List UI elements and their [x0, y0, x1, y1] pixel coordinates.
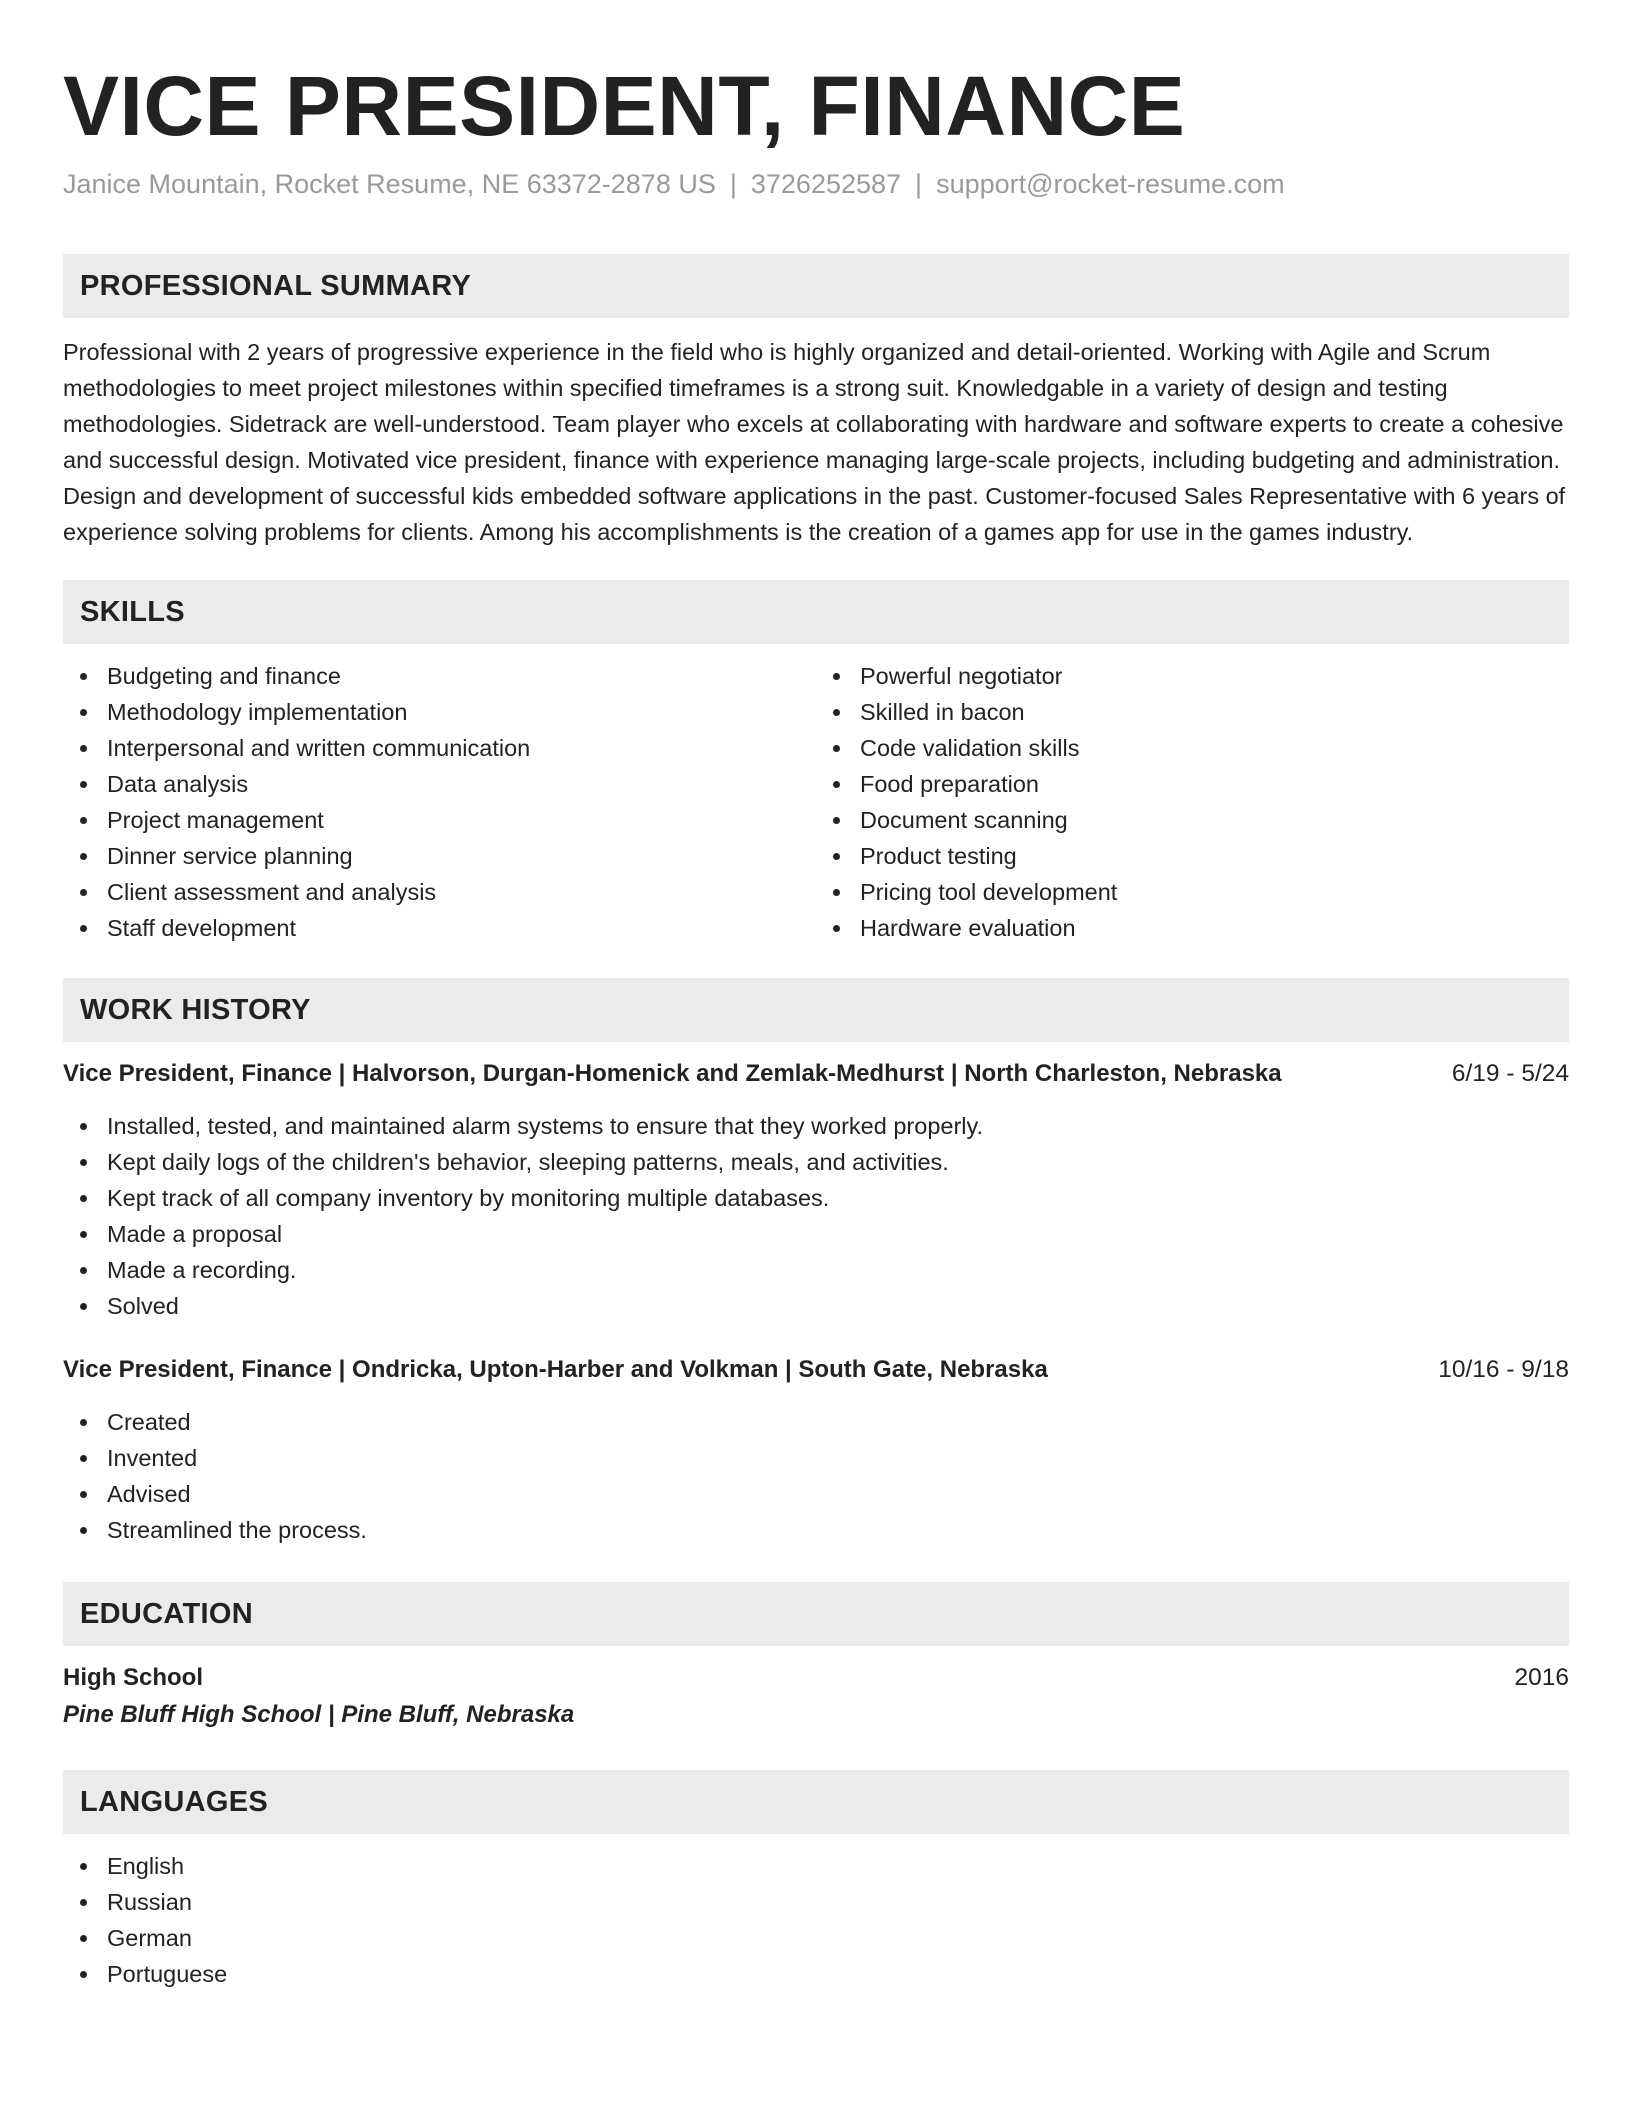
work-history-heading: WORK HISTORY	[63, 978, 1569, 1042]
job-bullet: Kept daily logs of the children's behavior, sleeping patterns, meals, and activities.	[63, 1144, 1569, 1180]
contact-separator: |	[729, 169, 737, 199]
languages-list	[63, 1848, 1569, 1992]
skill-item: Product testing	[816, 838, 1569, 874]
skill-item: Code validation skills	[816, 730, 1569, 766]
skill-item: Hardware evaluation	[816, 910, 1569, 946]
skills-list	[63, 658, 1569, 946]
resume-title: VICE PRESIDENT, FINANCE	[63, 59, 1186, 153]
job-bullet: Made a proposal	[63, 1216, 1569, 1252]
summary-heading: PROFESSIONAL SUMMARY	[63, 254, 1569, 318]
skill-item: Methodology implementation	[63, 694, 816, 730]
education-year: 2016	[1514, 1664, 1569, 1691]
job-bullet: Kept track of all company inventory by monitoring multiple databases.	[63, 1180, 1569, 1216]
education-entry	[63, 1660, 1569, 1734]
skill-item: Client assessment and analysis	[63, 874, 816, 910]
skill-item: Staff development	[63, 910, 816, 946]
job-header	[63, 1352, 1569, 1388]
job-bullet: Invented	[63, 1440, 1569, 1476]
education-heading: EDUCATION	[63, 1582, 1569, 1646]
skill-item: Project management	[63, 802, 816, 838]
skill-item: Skilled in bacon	[816, 694, 1569, 730]
job-entry	[63, 1056, 1569, 1324]
skill-item: Food preparation	[816, 766, 1569, 802]
skill-item: Data analysis	[63, 766, 816, 802]
job-title: Vice President, Finance | Halvorson, Durgan-Homenick and Zemlak-Medhurst | North Charleston, Nebraska	[63, 1060, 1282, 1087]
skill-item: Interpersonal and written communication	[63, 730, 816, 766]
languages-heading: LANGUAGES	[63, 1770, 1569, 1834]
language-item: Russian	[63, 1884, 1569, 1920]
contact-email: support@rocket-resume.com	[936, 169, 1285, 199]
contact-phone: 3726252587	[750, 169, 902, 199]
skills-column-left	[63, 658, 816, 946]
job-bullet: Created	[63, 1404, 1569, 1440]
job-bullet: Streamlined the process.	[63, 1512, 1569, 1548]
education-degree: High School	[63, 1664, 203, 1691]
contact-separator: |	[915, 169, 923, 199]
job-bullets	[63, 1404, 1569, 1548]
language-item: English	[63, 1848, 1569, 1884]
skills-column-right	[816, 658, 1569, 946]
job-title: Vice President, Finance | Ondricka, Upton-Harber and Volkman | South Gate, Nebraska	[63, 1356, 1048, 1383]
job-bullet: Advised	[63, 1476, 1569, 1512]
job-dates: 10/16 - 9/18	[1438, 1356, 1569, 1383]
contact-line	[63, 166, 1569, 202]
contact-address: Janice Mountain, Rocket Resume, NE 63372-2878 US	[63, 169, 716, 199]
language-item: German	[63, 1920, 1569, 1956]
job-header	[63, 1056, 1569, 1092]
education-school: Pine Bluff High School | Pine Bluff, Nebraska	[63, 1701, 575, 1728]
job-bullets	[63, 1108, 1569, 1324]
skill-item: Budgeting and finance	[63, 658, 816, 694]
skill-item: Document scanning	[816, 802, 1569, 838]
job-bullet: Solved	[63, 1288, 1569, 1324]
job-bullet: Made a recording.	[63, 1252, 1569, 1288]
skill-item: Dinner service planning	[63, 838, 816, 874]
job-dates: 6/19 - 5/24	[1451, 1060, 1569, 1087]
language-item: Portuguese	[63, 1956, 1569, 1992]
skill-item: Powerful negotiator	[816, 658, 1569, 694]
education-header	[63, 1660, 1569, 1696]
summary-text: Professional with 2 years of progressive experience in the field who is highly organized and detail-oriented. Working with Agile and Scrum methodologies to meet project milestones within specified timeframes is a strong suit. Knowledgable in a variety of design and testing methodologies. Sidetrack are well-understood. Team player who excels at collaborating with hardware and software experts to create a cohesive and successful design. Motivated vice president, finance with experience managing large-scale projects, including budgeting and administration. Design and development of successful kids embedded software applications in the past. Customer-focused Sales Representative with 6 years of experience solving problems for clients. Among his accomplishments is the creation of a games app for use in the games industry.	[63, 339, 1566, 545]
skills-heading: SKILLS	[63, 580, 1569, 644]
skill-item: Pricing tool development	[816, 874, 1569, 910]
job-bullet: Installed, tested, and maintained alarm systems to ensure that they worked properly.	[63, 1108, 1569, 1144]
job-entry	[63, 1352, 1569, 1548]
